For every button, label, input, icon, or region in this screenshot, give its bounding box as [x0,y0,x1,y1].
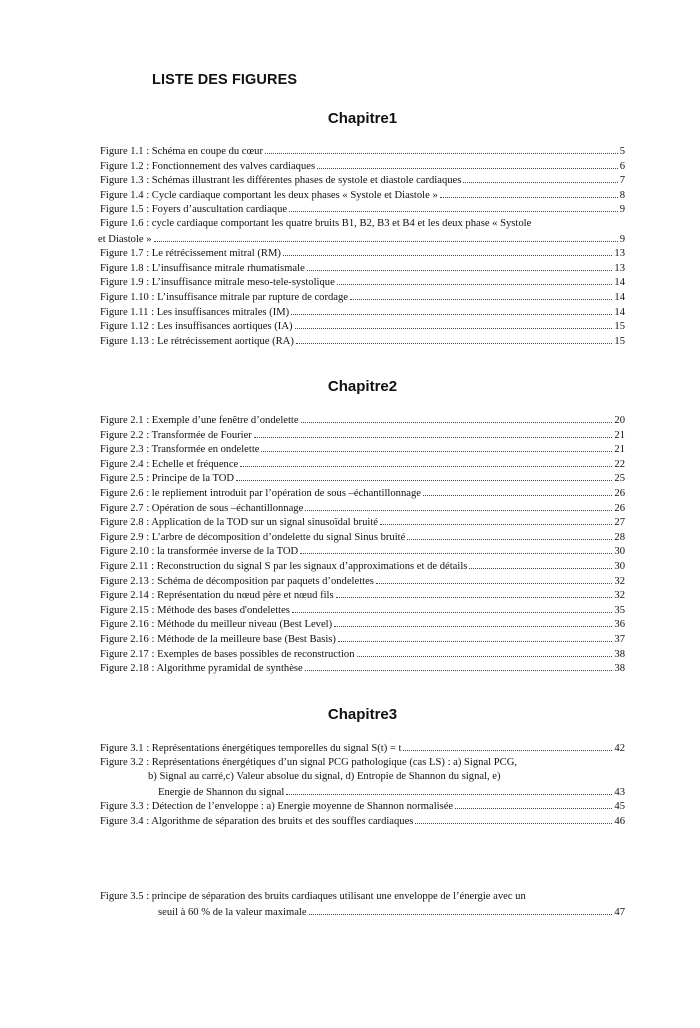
dot-leader [338,632,612,642]
figure-entry-1-13 [100,334,625,349]
figure-entry-3-4 [100,814,625,829]
figure-label: Figure 1.7 : Le rétrécissement mitral (RM) [100,248,281,260]
dot-leader [286,785,612,795]
page-number: 37 [614,633,625,645]
figure-entry-2-8 [100,515,625,530]
figure-entry-3-1 [100,741,625,756]
figure-label: Figure 1.10 : L’insuffisance mitrale par rupture de cordage [100,291,348,303]
figure-entry-1-7 [100,246,625,261]
page-number: 9 [619,204,625,216]
dot-leader [236,471,612,481]
page-number: 26 [614,487,625,499]
dot-leader [423,486,612,496]
figure-entry-3-5 [100,890,625,919]
page-number: 25 [614,473,625,485]
dot-leader [154,232,618,242]
figure-entry-1-4 [100,188,625,203]
figure-entry-1-6 [100,217,625,246]
page-number: 21 [614,429,625,441]
page-number: 27 [614,517,625,529]
page-number: 14 [614,277,625,289]
figure-label-line-2: seuil à 60 % de la valeur maximale [158,906,307,918]
dot-leader [463,173,617,183]
figure-entry-1-5 [100,202,625,217]
figure-entry-2-15 [100,603,625,618]
figure-label: Figure 2.2 : Transformée de Fourier [100,429,252,441]
figure-label: Figure 3.1 : Représentations énergétiques temporelles du signal S(t) = t [100,743,402,754]
figure-entry-2-5 [100,471,625,486]
chapter-3-figure-list [100,741,625,829]
figure-label: Figure 2.16 : Méthode du meilleur niveau (Best Level) [100,619,333,631]
figure-label: Figure 1.2 : Fonctionnement des valves cardiaques [100,160,316,172]
figure-label: Figure 2.16 : Méthode de la meilleure base (Best Basis) [100,633,336,645]
chapter-2-title: Chapitre2 [327,378,398,395]
dot-leader [380,515,612,525]
figure-label: Figure 2.1 : Exemple d’une fenêtre d’ondelette [100,415,299,426]
figure-label-line-1: Figure 3.5 : principe de séparation des bruits cardiaques utilisant une enveloppe de l’énergie avec un [100,891,526,902]
figure-entry-2-10 [100,544,625,559]
page-number: 36 [614,619,625,631]
figure-label-line-2: b) Signal au carré,c) Valeur absolue du signal, d) Entropie de Shannon du signal, e) [148,771,501,783]
figure-label-line-1: Figure 1.6 : cycle cardiaque comportant les quatre bruits B1, B2, B3 et B4 et les deux phase « Systole [100,217,532,229]
figure-entry-2-14 [100,588,625,603]
figure-entry-2-7 [100,501,625,516]
page-number: 21 [614,444,625,456]
figure-entry-1-3 [100,173,625,188]
figure-label: Figure 2.15 : Méthode des bases d'ondelettes [100,604,290,616]
page-number: 32 [614,590,625,602]
dot-leader [300,544,612,554]
figure-entry-1-8 [100,261,625,276]
dot-leader [292,603,612,613]
figure-label: Figure 1.13 : Le rétrécissement aortique (RA) [100,335,294,347]
page-number: 28 [614,531,625,543]
figure-entry-2-16b [100,632,625,647]
dot-leader [350,290,612,300]
page-number: 47 [614,906,625,918]
chapter-2-figure-list [100,413,625,676]
dot-leader [301,413,613,423]
figure-entry-1-10 [100,290,625,305]
dot-leader [307,261,613,271]
figure-label: Figure 1.1 : Schéma en coupe du cœur [100,146,263,157]
figure-label: Figure 1.8 : L’insuffisance mitrale rhumatismale [100,262,305,274]
page-number: 7 [619,175,625,187]
figure-label: Figure 2.3 : Transformée en ondelette [100,444,260,456]
figure-entry-1-9 [100,275,625,290]
dot-leader [305,501,612,511]
figure-label: Figure 2.9 : L’arbre de décomposition d’ondelette du signal Sinus bruité [100,531,406,543]
dot-leader [455,799,612,809]
figure-entry-1-2 [100,159,625,174]
dot-leader [261,442,612,452]
page-number: 22 [614,458,625,470]
figure-label-line-3: Energie de Shannon du signal [158,786,285,798]
dot-leader [265,144,618,154]
figure-entry-2-2 [100,428,625,443]
page-number: 38 [614,663,625,675]
figure-label: Figure 2.7 : Opération de sous –échantillonnage [100,502,304,514]
dot-leader [334,617,612,627]
figure-label: Figure 1.12 : Les insuffisances aortiques (IA) [100,321,293,333]
figure-label: Figure 3.3 : Détection de l’enveloppe : a) Energie moyenne de Shannon normalisée [100,801,454,813]
figure-label: Figure 1.11 : Les insuffisances mitrales (IM) [100,306,290,318]
page-title: LISTE DES FIGURES [152,72,298,88]
figure-label-line-1: Figure 3.2 : Représentations énergétiques d’un signal PCG pathologique (cas LS) : a) Signal PCG, [100,756,518,768]
figure-label: Figure 1.9 : L’insuffisance mitrale meso-tele-systolique [100,277,335,289]
page-number: 26 [614,502,625,514]
figure-entry-2-18 [100,661,625,676]
figure-entry-2-13 [100,574,625,589]
dot-leader [240,457,612,467]
page-number: 9 [619,233,625,245]
figure-entry-2-9 [100,530,625,545]
figure-label: Figure 2.6 : le repliement introduit par l’opération de sous –échantillonnage [100,487,421,499]
page-number: 14 [614,291,625,303]
dot-leader [376,574,613,584]
figure-label: Figure 3.4 : Algorithme de séparation des bruits et des souffles cardiaques [100,815,414,827]
dot-leader [337,275,613,285]
figure-label: Figure 2.4 : Echelle et fréquence [100,458,239,470]
figure-label: Figure 2.5 : Principe de la TOD [100,473,235,485]
page-number: 46 [614,815,625,827]
chapter-1-figure-list [100,144,625,348]
page-number: 13 [614,248,625,260]
page-number: 6 [619,160,625,172]
figure-label: Figure 2.14 : Représentation du nœud père et nœud fils [100,590,334,602]
page-number: 15 [614,335,625,347]
page-number: 15 [614,321,625,333]
page-number: 30 [614,560,625,572]
dot-leader [291,305,612,315]
figure-label: Figure 1.4 : Cycle cardiaque comportant les deux phases « Systole et Diastole » [100,189,438,201]
figure-entry-1-11 [100,305,625,320]
dot-leader [254,428,613,438]
chapter-3-title: Chapitre3 [327,706,398,723]
figure-label: Figure 2.11 : Reconstruction du signal S par les signaux d’approximations et de détails [100,560,468,572]
figure-entry-2-4 [100,457,625,472]
chapter-1-title: Chapitre1 [327,110,398,127]
dot-leader [469,559,612,569]
figure-entry-1-12 [100,319,625,334]
page-number: 42 [614,743,625,754]
figure-entry-2-17 [100,647,625,662]
dot-leader [283,246,612,256]
page-number: 45 [614,801,625,813]
figure-label: Figure 2.13 : Schéma de décomposition par paquets d’ondelettes [100,575,374,587]
figure-entry-2-1 [100,413,625,428]
figure-label: Figure 1.5 : Foyers d’auscultation cardiaque [100,204,288,216]
dot-leader [289,202,618,212]
figure-entry-2-11 [100,559,625,574]
page-number: 5 [619,146,625,157]
figure-label-line-2: et Diastole » [98,233,152,245]
page-number: 32 [614,575,625,587]
figure-3-5-block [100,890,625,919]
figure-label: Figure 2.17 : Exemples de bases possibles de reconstruction [100,648,355,660]
page-number: 8 [619,189,625,201]
figure-entry-3-2 [100,756,625,800]
dot-leader [415,814,612,824]
dot-leader [403,741,612,751]
figure-entry-3-3 [100,799,625,814]
dot-leader [336,588,613,598]
dot-leader [296,334,613,344]
dot-leader [357,647,613,657]
dot-leader [407,530,612,540]
page-number: 43 [614,786,625,798]
figure-label: Figure 2.10 : la transformée inverse de la TOD [100,546,299,558]
page-number: 13 [614,262,625,274]
page-number: 20 [614,415,625,426]
dot-leader [295,319,613,329]
dot-leader [440,188,618,198]
figure-entry-2-3 [100,442,625,457]
figure-label: Figure 2.18 : Algorithme pyramidal de synthèse [100,663,303,675]
page-number: 14 [614,306,625,318]
figure-entry-2-6 [100,486,625,501]
page-number: 35 [614,604,625,616]
figure-label: Figure 1.3 : Schémas illustrant les différentes phases de systole et diastole cardiaques [100,175,462,187]
figure-entry-1-1 [100,144,625,159]
dot-leader [309,905,613,915]
dot-leader [305,661,613,671]
figure-entry-2-16a [100,617,625,632]
page-number: 30 [614,546,625,558]
page-number: 38 [614,648,625,660]
figure-label: Figure 2.8 : Application de la TOD sur un signal sinusoïdal bruité [100,517,378,529]
dot-leader [317,159,618,169]
